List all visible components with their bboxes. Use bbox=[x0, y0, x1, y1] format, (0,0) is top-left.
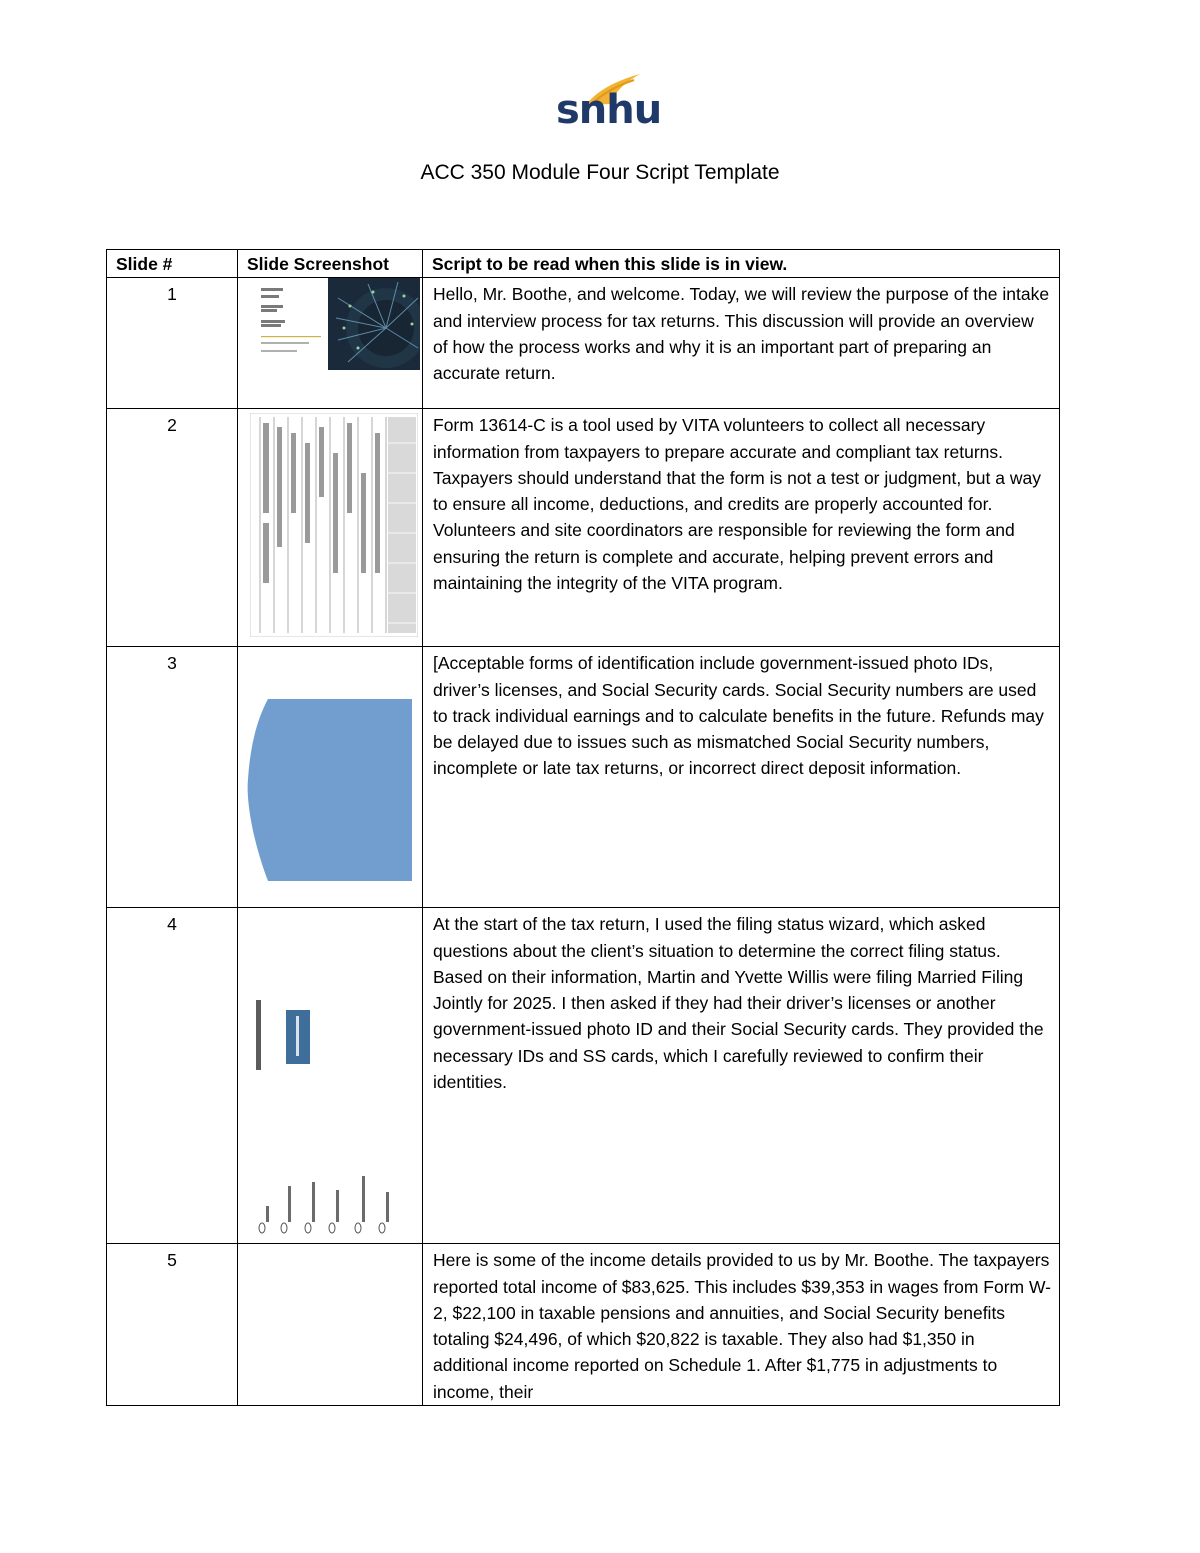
slide-screenshot-cell bbox=[238, 409, 423, 647]
slide-script: Hello, Mr. Boothe, and welcome. Today, we will review the purpose of the intake and interview process for tax returns. This discussion will provide an overview of how the process works and why it is an important part of preparing an accurate return. bbox=[423, 278, 1060, 409]
slide-screenshot-cell bbox=[238, 1244, 423, 1406]
slide-script: Form 13614-C is a tool used by VITA volunteers to collect all necessary information from taxpayers to prepare accurate and compliant tax returns. Taxpayers should understand that the form is not a test or judgment, but a way to ensure all income, deductions, and credits are properly accounted for. Volunteers and site coordinators are responsible for reviewing the form and ensuring the return is complete and accurate, helping prevent errors and maintaining the integrity of the VITA program. bbox=[423, 409, 1060, 647]
table-row bbox=[107, 1244, 1060, 1406]
slide-number: 3 bbox=[107, 647, 238, 908]
column-header-slide-number: Slide # bbox=[107, 250, 238, 278]
slide-screenshot-cell bbox=[238, 647, 423, 908]
table-row bbox=[107, 647, 1060, 908]
slide-number: 4 bbox=[107, 908, 238, 1244]
table-row bbox=[107, 908, 1060, 1244]
column-header-slide-screenshot: Slide Screenshot bbox=[238, 250, 423, 278]
slide-screenshot-cell bbox=[238, 908, 423, 1244]
script-table bbox=[106, 249, 1060, 1406]
column-header-script: Script to be read when this slide is in view. bbox=[423, 250, 1060, 278]
filing-status-wizard-thumbnail bbox=[254, 996, 394, 1236]
table-row bbox=[107, 278, 1060, 409]
document-title: ACC 350 Module Four Script Template bbox=[420, 161, 780, 184]
title-slide-thumbnail bbox=[258, 278, 420, 370]
table-row bbox=[107, 409, 1060, 647]
slide-number: 1 bbox=[107, 278, 238, 409]
slide-script: Here is some of the income details provided to us by Mr. Boothe. The taxpayers reported total income of $83,625. This includes $39,353 in wages from Form W-2, $22,100 in taxable pensions and annuities, and Social Security benefits totaling $24,496, of which $20,822 is taxable. They also had $1,350 in additional income reported on Schedule 1. After $1,775 in adjustments to income, their bbox=[423, 1244, 1060, 1406]
blue-shape-thumbnail bbox=[246, 699, 414, 883]
table-header-row bbox=[107, 250, 1060, 278]
slide-screenshot-cell bbox=[238, 278, 423, 409]
form-13614-c-thumbnail bbox=[250, 413, 418, 637]
slide-number: 5 bbox=[107, 1244, 238, 1406]
slide-script: [Acceptable forms of identification include government-issued photo IDs, driver’s licenses, and Social Security cards. Social Security numbers are used to track individual earnings and to calculate benefits in the future. Refunds may be delayed due to issues such as mismatched Social Security numbers, incomplete or late tax returns, or incorrect direct deposit information. bbox=[423, 647, 1060, 908]
slide-number: 2 bbox=[107, 409, 238, 647]
snhu-logo bbox=[554, 72, 662, 134]
slide-script: At the start of the tax return, I used the filing status wizard, which asked questions about the client’s situation to determine the correct filing status. Based on their information, Martin and Yvette Willis were filing Married Filing Jointly for 2025. I then asked if they had their driver’s licenses or another government-issued photo ID and their Social Security cards. They provided the necessary IDs and SS cards, which I carefully reviewed to confirm their identities. bbox=[423, 908, 1060, 1244]
logo-wordmark: snhu bbox=[556, 87, 662, 133]
